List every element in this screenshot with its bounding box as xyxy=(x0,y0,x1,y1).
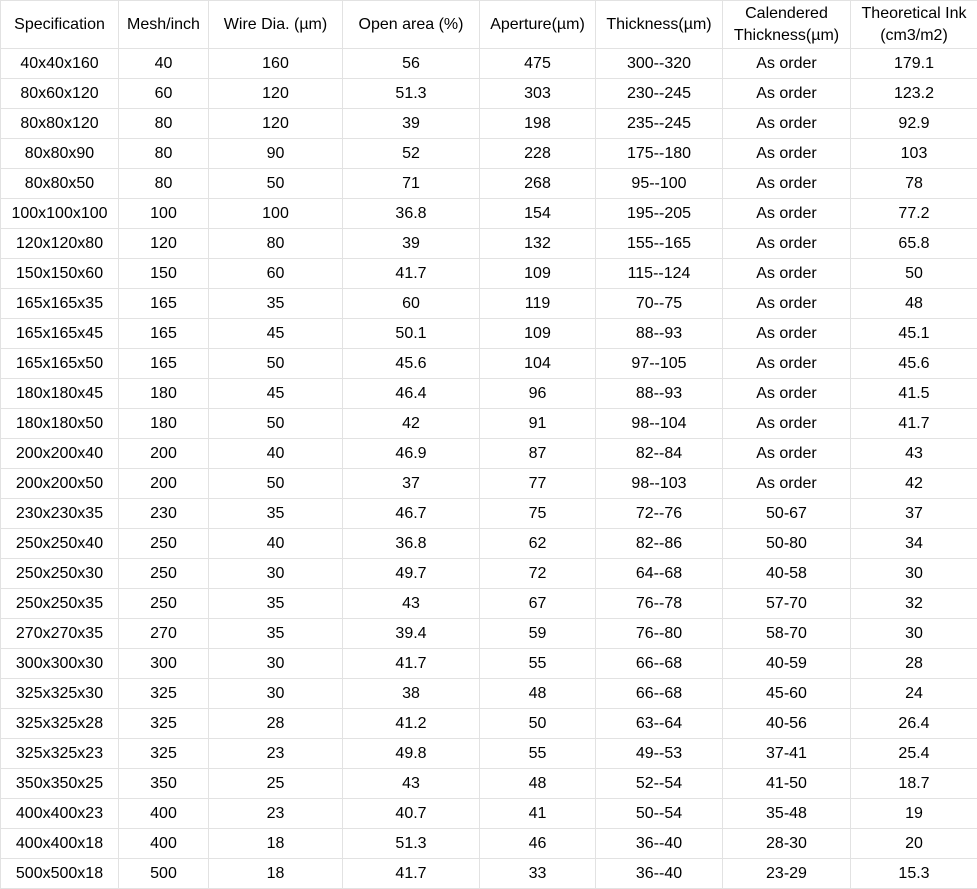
cell-aperture: 96 xyxy=(480,379,596,409)
cell-mesh-per-inch: 180 xyxy=(119,379,209,409)
cell-mesh-per-inch: 250 xyxy=(119,589,209,619)
cell-aperture: 228 xyxy=(480,139,596,169)
table-row xyxy=(1,349,977,379)
cell-aperture: 62 xyxy=(480,529,596,559)
cell-theoretical-ink: 34 xyxy=(851,529,977,559)
header-text: Thickness(µm) xyxy=(734,27,839,44)
cell-thickness: 64--68 xyxy=(596,559,723,589)
cell-mesh-per-inch: 400 xyxy=(119,829,209,859)
cell-open-area: 46.9 xyxy=(343,439,480,469)
table-row xyxy=(1,199,977,229)
cell-wire-diameter: 28 xyxy=(209,709,343,739)
cell-aperture: 475 xyxy=(480,49,596,79)
cell-mesh-per-inch: 80 xyxy=(119,169,209,199)
cell-aperture: 268 xyxy=(480,169,596,199)
cell-theoretical-ink: 45.6 xyxy=(851,349,977,379)
cell-aperture: 50 xyxy=(480,709,596,739)
cell-mesh-per-inch: 80 xyxy=(119,109,209,139)
cell-thickness: 49--53 xyxy=(596,739,723,769)
cell-open-area: 39 xyxy=(343,229,480,259)
header-text: Aperture(µm) xyxy=(490,16,585,33)
cell-thickness: 88--93 xyxy=(596,319,723,349)
table-row xyxy=(1,799,977,829)
header-wire-diameter xyxy=(209,1,343,49)
cell-wire-diameter: 50 xyxy=(209,169,343,199)
cell-specification: 200x200x50 xyxy=(1,469,119,499)
cell-thickness: 155--165 xyxy=(596,229,723,259)
cell-wire-diameter: 23 xyxy=(209,739,343,769)
cell-specification: 325x325x28 xyxy=(1,709,119,739)
table-row xyxy=(1,679,977,709)
cell-mesh-per-inch: 500 xyxy=(119,859,209,889)
cell-mesh-per-inch: 100 xyxy=(119,199,209,229)
header-theoretical-ink xyxy=(851,1,977,49)
cell-mesh-per-inch: 200 xyxy=(119,469,209,499)
cell-calendered-thickness: As order xyxy=(723,289,851,319)
cell-calendered-thickness: 28-30 xyxy=(723,829,851,859)
cell-calendered-thickness: As order xyxy=(723,169,851,199)
table-row xyxy=(1,49,977,79)
cell-thickness: 76--80 xyxy=(596,619,723,649)
cell-aperture: 72 xyxy=(480,559,596,589)
cell-theoretical-ink: 77.2 xyxy=(851,199,977,229)
cell-calendered-thickness: As order xyxy=(723,379,851,409)
cell-open-area: 46.4 xyxy=(343,379,480,409)
cell-theoretical-ink: 20 xyxy=(851,829,977,859)
cell-specification: 270x270x35 xyxy=(1,619,119,649)
cell-wire-diameter: 120 xyxy=(209,109,343,139)
cell-wire-diameter: 35 xyxy=(209,289,343,319)
cell-mesh-per-inch: 200 xyxy=(119,439,209,469)
cell-wire-diameter: 35 xyxy=(209,499,343,529)
cell-theoretical-ink: 45.1 xyxy=(851,319,977,349)
cell-open-area: 39.4 xyxy=(343,619,480,649)
cell-wire-diameter: 25 xyxy=(209,769,343,799)
table-row xyxy=(1,559,977,589)
cell-theoretical-ink: 43 xyxy=(851,439,977,469)
table-row xyxy=(1,259,977,289)
cell-wire-diameter: 60 xyxy=(209,259,343,289)
cell-specification: 80x80x120 xyxy=(1,109,119,139)
cell-mesh-per-inch: 250 xyxy=(119,559,209,589)
header-text: Thickness(µm) xyxy=(606,16,711,33)
cell-thickness: 72--76 xyxy=(596,499,723,529)
cell-wire-diameter: 18 xyxy=(209,829,343,859)
table-row xyxy=(1,79,977,109)
table-row xyxy=(1,109,977,139)
cell-wire-diameter: 30 xyxy=(209,649,343,679)
cell-calendered-thickness: 35-48 xyxy=(723,799,851,829)
header-text: Mesh/inch xyxy=(127,16,200,33)
cell-theoretical-ink: 179.1 xyxy=(851,49,977,79)
cell-specification: 165x165x45 xyxy=(1,319,119,349)
cell-theoretical-ink: 25.4 xyxy=(851,739,977,769)
cell-open-area: 41.2 xyxy=(343,709,480,739)
cell-aperture: 55 xyxy=(480,649,596,679)
cell-thickness: 235--245 xyxy=(596,109,723,139)
cell-calendered-thickness: 50-80 xyxy=(723,529,851,559)
table-row xyxy=(1,169,977,199)
cell-thickness: 195--205 xyxy=(596,199,723,229)
cell-specification: 400x400x18 xyxy=(1,829,119,859)
header-text: Calendered xyxy=(745,5,828,22)
header-text: Specification xyxy=(14,16,105,33)
cell-specification: 80x80x50 xyxy=(1,169,119,199)
cell-specification: 400x400x23 xyxy=(1,799,119,829)
header-text: Wire Dia. (µm) xyxy=(224,16,327,33)
cell-calendered-thickness: 40-58 xyxy=(723,559,851,589)
cell-open-area: 51.3 xyxy=(343,79,480,109)
table-row xyxy=(1,859,977,889)
cell-calendered-thickness: 40-56 xyxy=(723,709,851,739)
cell-thickness: 66--68 xyxy=(596,649,723,679)
table-row xyxy=(1,229,977,259)
cell-theoretical-ink: 19 xyxy=(851,799,977,829)
table-row xyxy=(1,529,977,559)
table-row xyxy=(1,829,977,859)
cell-theoretical-ink: 15.3 xyxy=(851,859,977,889)
cell-open-area: 38 xyxy=(343,679,480,709)
cell-theoretical-ink: 42 xyxy=(851,469,977,499)
cell-mesh-per-inch: 325 xyxy=(119,739,209,769)
cell-wire-diameter: 40 xyxy=(209,439,343,469)
cell-calendered-thickness: 50-67 xyxy=(723,499,851,529)
cell-thickness: 88--93 xyxy=(596,379,723,409)
cell-theoretical-ink: 28 xyxy=(851,649,977,679)
cell-open-area: 71 xyxy=(343,169,480,199)
cell-thickness: 230--245 xyxy=(596,79,723,109)
cell-theoretical-ink: 26.4 xyxy=(851,709,977,739)
cell-aperture: 91 xyxy=(480,409,596,439)
table-row xyxy=(1,439,977,469)
table-row xyxy=(1,409,977,439)
cell-aperture: 48 xyxy=(480,679,596,709)
header-mesh-per-inch xyxy=(119,1,209,49)
cell-mesh-per-inch: 150 xyxy=(119,259,209,289)
cell-aperture: 59 xyxy=(480,619,596,649)
table-row xyxy=(1,589,977,619)
cell-calendered-thickness: As order xyxy=(723,199,851,229)
cell-specification: 165x165x50 xyxy=(1,349,119,379)
cell-theoretical-ink: 123.2 xyxy=(851,79,977,109)
cell-calendered-thickness: As order xyxy=(723,139,851,169)
cell-open-area: 40.7 xyxy=(343,799,480,829)
cell-specification: 300x300x30 xyxy=(1,649,119,679)
cell-open-area: 45.6 xyxy=(343,349,480,379)
cell-mesh-per-inch: 60 xyxy=(119,79,209,109)
cell-mesh-per-inch: 230 xyxy=(119,499,209,529)
cell-calendered-thickness: 57-70 xyxy=(723,589,851,619)
cell-wire-diameter: 100 xyxy=(209,199,343,229)
header-text: Open area (%) xyxy=(359,16,464,33)
cell-specification: 350x350x25 xyxy=(1,769,119,799)
cell-theoretical-ink: 78 xyxy=(851,169,977,199)
cell-aperture: 119 xyxy=(480,289,596,319)
cell-specification: 500x500x18 xyxy=(1,859,119,889)
cell-specification: 120x120x80 xyxy=(1,229,119,259)
cell-wire-diameter: 30 xyxy=(209,679,343,709)
cell-mesh-per-inch: 80 xyxy=(119,139,209,169)
cell-wire-diameter: 80 xyxy=(209,229,343,259)
header-calendered-thickness xyxy=(723,1,851,49)
cell-mesh-per-inch: 270 xyxy=(119,619,209,649)
header-aperture xyxy=(480,1,596,49)
cell-theoretical-ink: 37 xyxy=(851,499,977,529)
cell-mesh-per-inch: 165 xyxy=(119,319,209,349)
cell-specification: 325x325x30 xyxy=(1,679,119,709)
cell-thickness: 70--75 xyxy=(596,289,723,319)
cell-calendered-thickness: As order xyxy=(723,439,851,469)
cell-thickness: 98--104 xyxy=(596,409,723,439)
cell-theoretical-ink: 30 xyxy=(851,619,977,649)
cell-specification: 230x230x35 xyxy=(1,499,119,529)
cell-thickness: 76--78 xyxy=(596,589,723,619)
header-open-area xyxy=(343,1,480,49)
cell-thickness: 36--40 xyxy=(596,859,723,889)
cell-open-area: 49.7 xyxy=(343,559,480,589)
cell-calendered-thickness: As order xyxy=(723,49,851,79)
cell-mesh-per-inch: 250 xyxy=(119,529,209,559)
cell-open-area: 60 xyxy=(343,289,480,319)
cell-open-area: 43 xyxy=(343,589,480,619)
cell-wire-diameter: 18 xyxy=(209,859,343,889)
cell-mesh-per-inch: 120 xyxy=(119,229,209,259)
table-row xyxy=(1,709,977,739)
cell-aperture: 55 xyxy=(480,739,596,769)
table-row xyxy=(1,739,977,769)
cell-thickness: 36--40 xyxy=(596,829,723,859)
cell-wire-diameter: 30 xyxy=(209,559,343,589)
cell-theoretical-ink: 103 xyxy=(851,139,977,169)
table-row xyxy=(1,649,977,679)
header-text: (cm3/m2) xyxy=(880,27,948,44)
cell-aperture: 77 xyxy=(480,469,596,499)
cell-specification: 80x80x90 xyxy=(1,139,119,169)
cell-thickness: 175--180 xyxy=(596,139,723,169)
cell-wire-diameter: 40 xyxy=(209,529,343,559)
cell-aperture: 154 xyxy=(480,199,596,229)
cell-open-area: 43 xyxy=(343,769,480,799)
cell-wire-diameter: 160 xyxy=(209,49,343,79)
cell-calendered-thickness: 58-70 xyxy=(723,619,851,649)
cell-open-area: 46.7 xyxy=(343,499,480,529)
cell-theoretical-ink: 24 xyxy=(851,679,977,709)
cell-theoretical-ink: 18.7 xyxy=(851,769,977,799)
cell-theoretical-ink: 50 xyxy=(851,259,977,289)
cell-thickness: 95--100 xyxy=(596,169,723,199)
table-row xyxy=(1,619,977,649)
table-row xyxy=(1,289,977,319)
cell-mesh-per-inch: 400 xyxy=(119,799,209,829)
cell-wire-diameter: 45 xyxy=(209,379,343,409)
cell-mesh-per-inch: 165 xyxy=(119,289,209,319)
table-row xyxy=(1,769,977,799)
table-row xyxy=(1,319,977,349)
cell-thickness: 82--86 xyxy=(596,529,723,559)
cell-aperture: 87 xyxy=(480,439,596,469)
cell-wire-diameter: 120 xyxy=(209,79,343,109)
cell-aperture: 75 xyxy=(480,499,596,529)
cell-theoretical-ink: 92.9 xyxy=(851,109,977,139)
cell-aperture: 132 xyxy=(480,229,596,259)
header-specification xyxy=(1,1,119,49)
header-row xyxy=(1,1,977,49)
header-thickness xyxy=(596,1,723,49)
cell-calendered-thickness: As order xyxy=(723,469,851,499)
cell-mesh-per-inch: 180 xyxy=(119,409,209,439)
cell-calendered-thickness: 45-60 xyxy=(723,679,851,709)
cell-open-area: 52 xyxy=(343,139,480,169)
cell-aperture: 41 xyxy=(480,799,596,829)
cell-specification: 80x60x120 xyxy=(1,79,119,109)
cell-mesh-per-inch: 325 xyxy=(119,709,209,739)
cell-open-area: 42 xyxy=(343,409,480,439)
table-row xyxy=(1,139,977,169)
cell-aperture: 198 xyxy=(480,109,596,139)
cell-calendered-thickness: 40-59 xyxy=(723,649,851,679)
cell-wire-diameter: 50 xyxy=(209,349,343,379)
cell-open-area: 39 xyxy=(343,109,480,139)
cell-theoretical-ink: 48 xyxy=(851,289,977,319)
cell-calendered-thickness: As order xyxy=(723,79,851,109)
cell-thickness: 63--64 xyxy=(596,709,723,739)
cell-specification: 40x40x160 xyxy=(1,49,119,79)
cell-specification: 150x150x60 xyxy=(1,259,119,289)
cell-thickness: 52--54 xyxy=(596,769,723,799)
cell-wire-diameter: 90 xyxy=(209,139,343,169)
cell-aperture: 48 xyxy=(480,769,596,799)
cell-thickness: 82--84 xyxy=(596,439,723,469)
cell-open-area: 50.1 xyxy=(343,319,480,349)
cell-open-area: 37 xyxy=(343,469,480,499)
cell-calendered-thickness: 23-29 xyxy=(723,859,851,889)
cell-wire-diameter: 45 xyxy=(209,319,343,349)
table-row xyxy=(1,499,977,529)
cell-specification: 165x165x35 xyxy=(1,289,119,319)
cell-calendered-thickness: As order xyxy=(723,259,851,289)
cell-aperture: 67 xyxy=(480,589,596,619)
cell-theoretical-ink: 65.8 xyxy=(851,229,977,259)
cell-calendered-thickness: As order xyxy=(723,229,851,259)
cell-open-area: 51.3 xyxy=(343,829,480,859)
cell-open-area: 41.7 xyxy=(343,259,480,289)
cell-open-area: 56 xyxy=(343,49,480,79)
cell-aperture: 303 xyxy=(480,79,596,109)
cell-specification: 100x100x100 xyxy=(1,199,119,229)
cell-wire-diameter: 35 xyxy=(209,619,343,649)
cell-aperture: 109 xyxy=(480,319,596,349)
cell-mesh-per-inch: 40 xyxy=(119,49,209,79)
cell-specification: 180x180x50 xyxy=(1,409,119,439)
cell-specification: 250x250x30 xyxy=(1,559,119,589)
cell-theoretical-ink: 41.7 xyxy=(851,409,977,439)
cell-specification: 250x250x35 xyxy=(1,589,119,619)
cell-mesh-per-inch: 300 xyxy=(119,649,209,679)
cell-specification: 180x180x45 xyxy=(1,379,119,409)
cell-calendered-thickness: As order xyxy=(723,409,851,439)
cell-thickness: 97--105 xyxy=(596,349,723,379)
cell-thickness: 300--320 xyxy=(596,49,723,79)
cell-open-area: 36.8 xyxy=(343,199,480,229)
cell-mesh-per-inch: 325 xyxy=(119,679,209,709)
cell-theoretical-ink: 30 xyxy=(851,559,977,589)
cell-mesh-per-inch: 165 xyxy=(119,349,209,379)
cell-wire-diameter: 50 xyxy=(209,469,343,499)
cell-specification: 325x325x23 xyxy=(1,739,119,769)
table-row xyxy=(1,379,977,409)
cell-calendered-thickness: 41-50 xyxy=(723,769,851,799)
header-text: Theoretical Ink xyxy=(862,5,967,22)
table-row xyxy=(1,469,977,499)
cell-theoretical-ink: 41.5 xyxy=(851,379,977,409)
cell-thickness: 115--124 xyxy=(596,259,723,289)
cell-mesh-per-inch: 350 xyxy=(119,769,209,799)
cell-calendered-thickness: 37-41 xyxy=(723,739,851,769)
cell-aperture: 46 xyxy=(480,829,596,859)
cell-calendered-thickness: As order xyxy=(723,109,851,139)
cell-wire-diameter: 50 xyxy=(209,409,343,439)
cell-specification: 250x250x40 xyxy=(1,529,119,559)
cell-thickness: 98--103 xyxy=(596,469,723,499)
cell-aperture: 33 xyxy=(480,859,596,889)
cell-aperture: 104 xyxy=(480,349,596,379)
cell-specification: 200x200x40 xyxy=(1,439,119,469)
cell-open-area: 41.7 xyxy=(343,649,480,679)
cell-open-area: 41.7 xyxy=(343,859,480,889)
cell-open-area: 36.8 xyxy=(343,529,480,559)
cell-wire-diameter: 23 xyxy=(209,799,343,829)
cell-thickness: 66--68 xyxy=(596,679,723,709)
cell-calendered-thickness: As order xyxy=(723,319,851,349)
cell-calendered-thickness: As order xyxy=(723,349,851,379)
cell-open-area: 49.8 xyxy=(343,739,480,769)
cell-aperture: 109 xyxy=(480,259,596,289)
cell-theoretical-ink: 32 xyxy=(851,589,977,619)
cell-thickness: 50--54 xyxy=(596,799,723,829)
cell-wire-diameter: 35 xyxy=(209,589,343,619)
